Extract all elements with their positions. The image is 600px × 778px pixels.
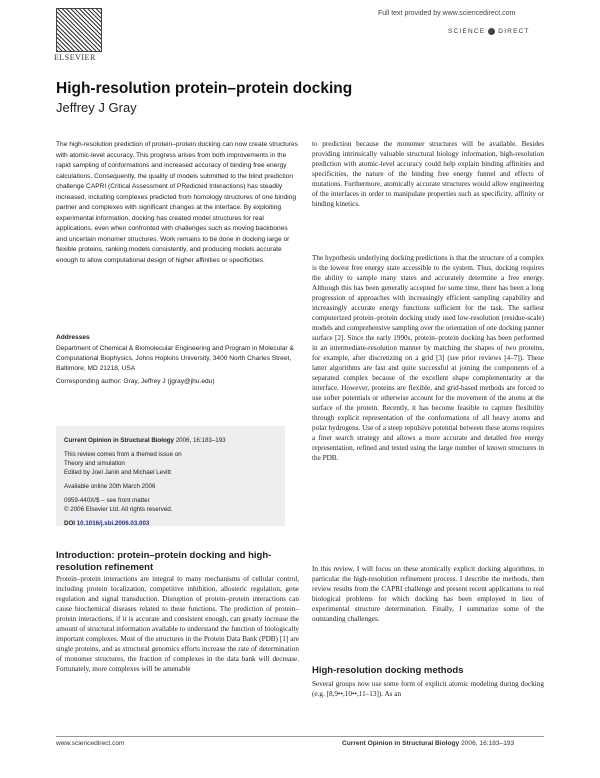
article-info-box xyxy=(56,426,285,526)
footer-website[interactable]: www.sciencedirect.com xyxy=(56,740,125,747)
sciencedirect-logo xyxy=(448,28,530,35)
available-online-date: Available online 20th March 2006 xyxy=(64,483,156,490)
methods-heading: High-resolution docking methods xyxy=(312,665,464,676)
sciencedirect-logo-right: DIRECT xyxy=(498,28,530,35)
addresses-text: Department of Chemical & Biomolecular Engineering and Program in Molecular & Computational Biophysics, Johns Hopkins University, 3400 North Charles Street, Baltimore, MD 21218, USA xyxy=(56,345,294,372)
sciencedirect-logo-left: SCIENCE xyxy=(448,28,486,35)
methods-paragraph: Several groups now use some form of explicit atomic modeling during docking (e.g. [8,9••,10••,11–13]). As an xyxy=(312,680,544,698)
intro-paragraph: Protein–protein interactions are integral to many mechanisms of cellular control, including protein localization, competitive inhibition, allosteric regulation, gene regulation and signal transduction. Disruption of protein–protein interactions can cause biochemical diseases related to these functions. The prediction of protein–protein interactions, if it is accurate and consistent enough, can greatly increase the amount of structural information available to understand the function of biologically important complexes. Most of the structures in the Protein Data Bank (PDB) [1] are single proteins, and as structural genomics efforts increase the rate of determination of monomer structures, the fraction of complexes in the data bank will decrease. Fortunately, more complexes will be amenable xyxy=(56,575,299,673)
doi-label: DOI xyxy=(64,520,77,527)
article-title: High-resolution protein–protein docking xyxy=(56,80,353,97)
themed-issue-topic: Theory and simulation xyxy=(64,460,125,467)
addresses-heading: Addresses xyxy=(56,334,90,341)
doi-link[interactable]: 10.1016/j.sbi.2006.03.003 xyxy=(76,520,150,527)
article-author: Jeffrey J Gray xyxy=(56,100,137,115)
footer-citation xyxy=(342,740,514,747)
corresponding-author: Corresponding author: Gray, Jeffrey J (jgray@jhu.edu) xyxy=(56,378,215,385)
issue-editors: Edited by Joel Janin and Michael Levitt xyxy=(64,469,171,476)
elsevier-tree-logo xyxy=(56,8,102,52)
infobox-journal: Current Opinion in Structural Biology xyxy=(64,437,175,444)
footer-journal: Current Opinion in Structural Biology xyxy=(342,740,460,747)
footer-divider xyxy=(56,736,544,737)
copyright-line: © 2006 Elsevier Ltd. All rights reserved. xyxy=(64,506,173,513)
footer-pages: 2006, 16:183–193 xyxy=(459,740,515,747)
intro-heading: Introduction: protein–protein docking and high-resolution refinement xyxy=(56,550,272,573)
abstract: The high-resolution prediction of protein–protein docking can now create structures with atomic-level accuracy. This progress arises from both improvements in the rapid sampling of conformations and increased accuracy of binding free energy calculations. Consequently, the quality of models submitted to the blind prediction challenge CAPRI (Critical Assessment of PRedicted Interactions) has steadily increased, including complexes predicted from homology structures of one binding partner and complexes with significant changes at the interface. By exploiting experimental information, docking has created model structures for real applications, even when confronted with challenges such as moving backbones and uncertain monomer structures. Work remains to be done in docking large or flexible proteins, ranking models consistently, and producing models accurate enough to allow computational design of higher affinities or specificities. xyxy=(56,141,298,264)
themed-issue-line: This review comes from a themed issue on xyxy=(64,451,182,458)
right-paragraph-2: The hypothesis underlying docking predictions is that the structure of a complex is the lowest free energy state accessible to the system. Thus, docking requires the ability to sample many states and accurately determine a free energy. Although this has been generally accepted for some time, there has been a long progression of approaches with increasingly efficient sampling capability and increasingly accurate energy functions sufficient for the task. The earliest computerized protein–protein docking study used low-resolution (residue-scale) models and comprehensive sampling over the orientation of one docking partner surface [2]. Since the early 1990s, protein–protein docking has been performed in an intermediate-resolution manner by matching the shapes of two proteins, for example, after discretizing on a grid [3] (see prior reviews [4–7]). These latter algorithms are fast and quite successful at joining the components of a separated complex because of the excellent shape complementarity at the interface. However, proteins are flexible, and grid-based methods are forced to use softer potentials or otherwise account for the movement of the atoms at the surface of the protein. Recently, it has become feasible to capture flexibility through explicit representation of the conformations of all heavy atoms and polar hydrogens. Use of a steep repulsive potential between these atoms requires a finer search strategy and allows a more accurate and detailed free energy representation, refined and tested using the large number of known structures in the PDB. xyxy=(312,254,544,462)
infobox-citation: 2006, 16:183–193 xyxy=(174,437,226,444)
right-paragraph-1: to prediction because the monomer structures will be available. Besides providing intrinsically valuable structural biology information, high-resolution prediction with atomic-level accuracy could help explain binding affinities and specificities, the nature of the binding free energy funnel and effects of mutations. Furthermore, atomically accurate structures would allow engineering of the interfaces in order to manipulate properties such as specificity, affinity or binding kinetics. xyxy=(312,140,544,208)
right-paragraph-3: In this review, I will focus on these atomically explicit docking algorithms, in particular the high-resolution refinement process. I describe the methods, then review results from the CAPRI challenge and present recent applications to real biological problems for which docking has been employed in lieu of experimental structure determination. Finally, I summarize some of the outstanding challenges. xyxy=(312,565,544,623)
sciencedirect-dot-icon xyxy=(488,28,495,35)
issn-line: 0959-440X/$ – see front matter xyxy=(64,497,150,504)
provided-by-text[interactable]: Full text provided by www.sciencedirect.com xyxy=(378,10,516,17)
publisher-name: ELSEVIER xyxy=(54,53,96,62)
